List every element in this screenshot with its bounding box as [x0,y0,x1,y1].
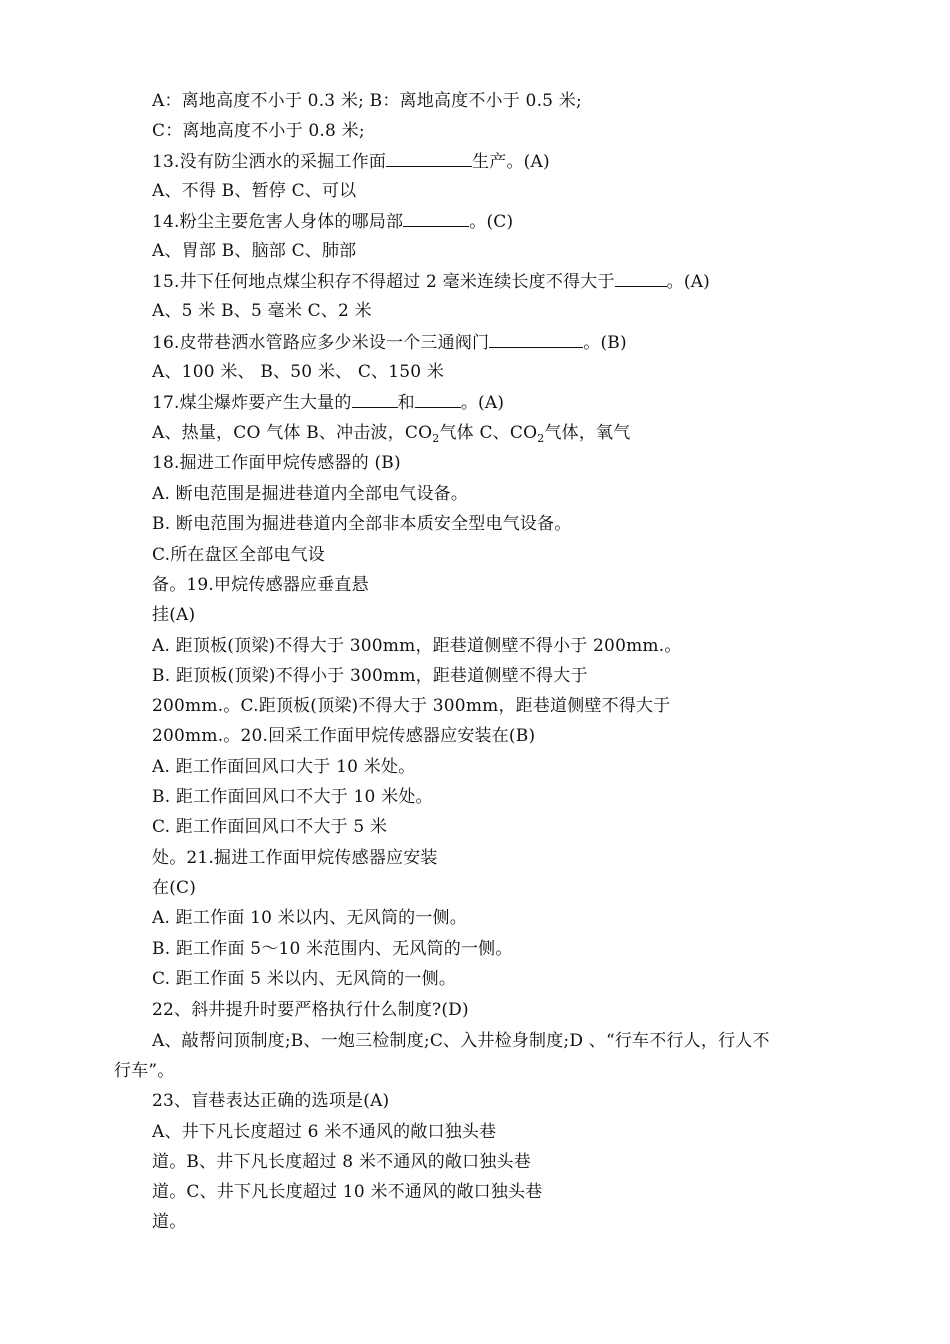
question-text: 15.井下任何地点煤尘积存不得超过 2 毫米连续长度不得大于 [152,272,615,292]
text-line: B. 距工作面回风口不大于 10 米处。 [152,787,433,807]
answer-blank [403,206,469,227]
options-line: A、胃部 B、脑部 C、肺部 [152,241,357,261]
question-text: 13.没有防尘洒水的采掘工作面 [152,152,387,172]
text-line: 200mm.。20.回采工作面甲烷传感器应安装在(B) [152,726,536,746]
answer-blank [489,327,583,348]
text-line: B. 距工作面 5～10 米范围内、无风筒的一侧。 [152,939,513,959]
text-line: B. 距顶板(顶梁)不得小于 300mm，距巷道侧壁不得大于 [152,666,588,686]
text-line: A. 断电范围是掘进巷道内全部电气设备。 [152,484,469,504]
question-text: 16.皮带巷洒水管路应多少米设一个三通阀门 [152,333,490,353]
question-text: 17.煤尘爆炸要产生大量的 [152,393,352,413]
subscript: 2 [537,432,545,445]
subscript: 2 [432,432,440,445]
question-18: 18.掘进工作面甲烷传感器的 (B) [152,453,401,473]
text-line: A. 距工作面 10 米以内、无风筒的一侧。 [152,908,467,928]
question-text: 。(C) [469,212,514,232]
text-line: C. 距工作面回风口不大于 5 米 [152,817,388,837]
text-line: A：离地高度不小于 0.3 米; B：离地高度不小于 0.5 米; [152,91,582,111]
question-13 [152,146,550,176]
answer-blank [415,387,461,408]
text-line: 道。C、井下凡长度超过 10 米不通风的敞口独头巷 [152,1182,543,1202]
text-line: 备。19.甲烷传感器应垂直悬 [152,575,369,595]
options-line: A、不得 B、暂停 C、可以 [152,181,357,201]
text-line: B. 断电范围为掘进巷道内全部非本质安全型电气设备。 [152,514,572,534]
text-line: A. 距顶板(顶梁)不得大于 300mm，距巷道侧壁不得小于 200mm.。 [152,636,682,656]
answer-blank [352,387,398,408]
question-text: 生产。(A) [472,152,550,172]
options-line: A、100 米、 B、50 米、 C、150 米 [152,362,445,382]
answer-blank [386,146,472,167]
options-line: A、敲帮问顶制度;B、一炮三检制度;C、入井检身制度;D 、“行车不行人，行人不 [152,1031,770,1051]
text-line: A. 距工作面回风口大于 10 米处。 [152,757,416,777]
question-text: 。(A) [666,272,711,292]
question-text: 。(A) [460,393,505,413]
question-17 [152,387,504,417]
answer-blank [615,266,667,287]
question-16 [152,327,627,357]
text-line: C. 距工作面 5 米以内、无风筒的一侧。 [152,969,457,989]
text-line: 200mm.。C.距顶板(顶梁)不得大于 300mm，距巷道侧壁不得大于 [152,696,671,716]
option-text: 气体，氧气 [544,423,631,443]
option-text: 气体 C、CO [439,423,538,443]
question-text: 14.粉尘主要危害人身体的哪局部 [152,212,404,232]
question-14 [152,206,513,236]
text-line: 行车”。 [114,1061,175,1081]
question-text: 和 [397,393,415,413]
question-23: 23、盲巷表达正确的选项是(A) [152,1091,390,1111]
option-text: A、热量，CO 气体 B、冲击波，CO [152,423,433,443]
options-line: A、5 米 B、5 毫米 C、2 米 [152,301,372,321]
text-line: 道。 [152,1212,187,1232]
text-line: 道。B、井下凡长度超过 8 米不通风的敞口独头巷 [152,1152,531,1172]
question-text: 。(B) [583,333,627,353]
text-line: 在(C) [152,878,197,898]
options-line [152,418,630,448]
text-line: A、井下凡长度超过 6 米不通风的敞口独头巷 [152,1122,497,1142]
text-line: C.所在盘区全部电气设 [152,545,326,565]
text-line: 处。21.掘进工作面甲烷传感器应安装 [152,848,438,868]
question-22: 22、斜井提升时要严格执行什么制度?(D) [152,1000,469,1020]
question-15 [152,266,710,296]
text-line: C：离地高度不小于 0.8 米; [152,121,365,141]
text-line: 挂(A) [152,605,196,625]
